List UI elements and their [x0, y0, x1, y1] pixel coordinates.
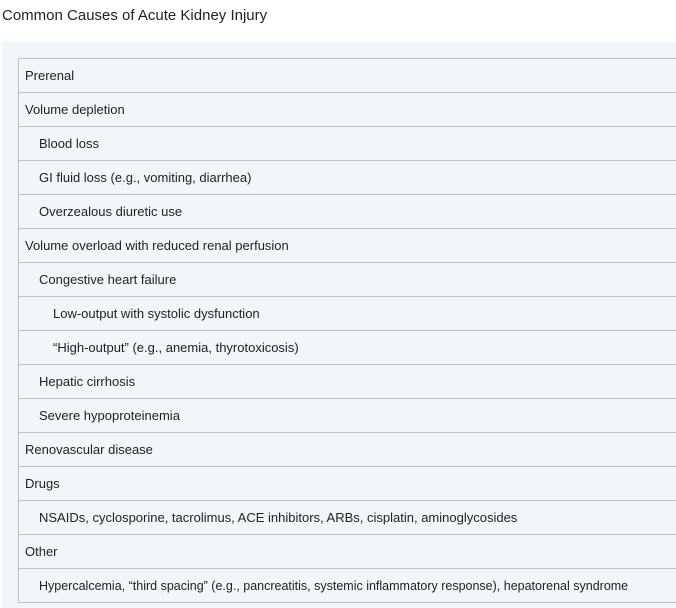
table-row — [19, 160, 676, 195]
row-text: Renovascular disease — [25, 442, 153, 457]
row-text: Overzealous diuretic use — [39, 204, 183, 219]
row-text: “High-output” (e.g., anemia, thyrotoxicosis) — [53, 340, 299, 355]
table-row — [19, 296, 676, 331]
row-text: GI fluid loss (e.g., vomiting, diarrhea) — [39, 170, 252, 185]
row-text: Congestive heart failure — [39, 272, 177, 287]
table-row — [19, 228, 676, 263]
row-text: Hypercalcemia, “third spacing” (e.g., pancreatitis, systemic inflammatory response), hepatorenal syndrome — [39, 578, 629, 593]
table-row — [19, 262, 676, 297]
row-text: NSAIDs, cyclosporine, tacrolimus, ACE inhibitors, ARBs, cisplatin, aminoglycosides — [39, 510, 518, 525]
table-row — [19, 58, 676, 93]
content-panel — [2, 42, 676, 608]
table-row — [19, 500, 676, 535]
row-text: Volume overload with reduced renal perfusion — [25, 238, 289, 253]
table-row — [19, 568, 676, 603]
row-text: Volume depletion — [25, 102, 125, 117]
table-row — [19, 126, 676, 161]
table-row — [19, 194, 676, 229]
table-row — [19, 432, 676, 467]
causes-table — [18, 58, 676, 603]
table-row — [19, 364, 676, 399]
table-row — [19, 92, 676, 127]
row-text: Blood loss — [39, 136, 99, 151]
row-text: Hepatic cirrhosis — [39, 374, 136, 389]
row-text: Severe hypoproteinemia — [39, 408, 180, 423]
page-title: Common Causes of Acute Kidney Injury — [2, 7, 268, 24]
table-row — [19, 466, 676, 501]
row-text: Other — [25, 544, 58, 559]
row-text: Low-output with systolic dysfunction — [53, 306, 260, 321]
table-row — [19, 330, 676, 365]
table-row — [19, 534, 676, 569]
table-row — [19, 398, 676, 433]
row-text: Prerenal — [25, 68, 75, 83]
row-text: Drugs — [25, 476, 60, 491]
